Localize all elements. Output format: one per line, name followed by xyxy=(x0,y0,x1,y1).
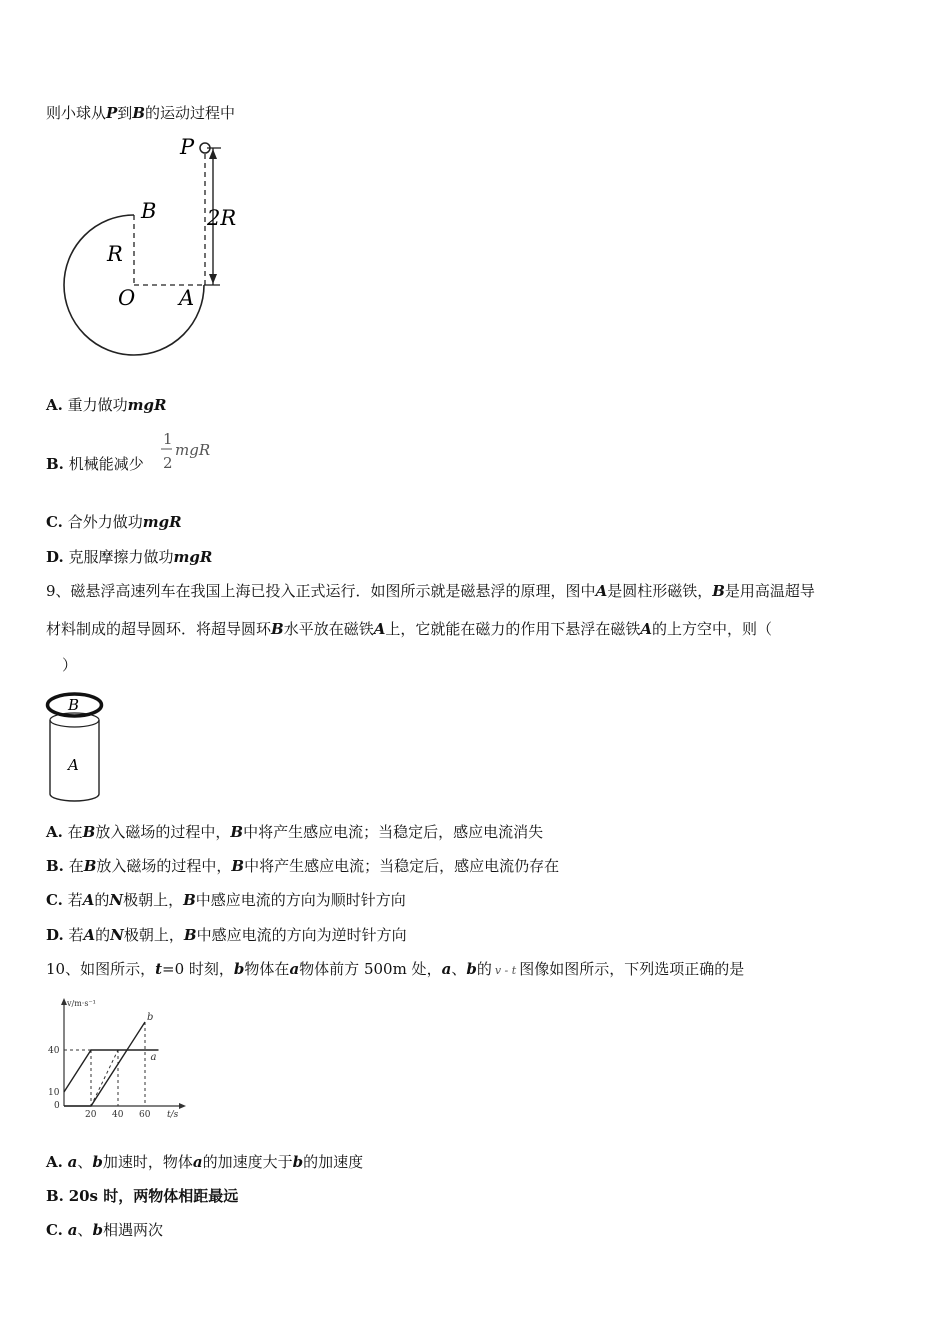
series-line-a xyxy=(64,1050,159,1092)
option-var: a xyxy=(67,1221,78,1239)
fraction-denominator: 2 xyxy=(163,454,173,472)
option-var: a xyxy=(192,1153,203,1171)
option-text: 极朝上， xyxy=(123,926,184,944)
q10-text: 物体前方 500m 处， xyxy=(299,960,442,978)
option-text: 极朝上， xyxy=(123,891,184,909)
x-tick-label-20: 20 xyxy=(85,1110,97,1120)
option-text: 在 xyxy=(68,857,84,875)
q8-track-figure xyxy=(55,132,255,367)
q10-option-a[interactable] xyxy=(46,1152,363,1172)
q9-option-c[interactable] xyxy=(46,890,406,910)
option-label: C. xyxy=(46,513,63,531)
magnet-label-a: A xyxy=(68,756,79,774)
q9-text: 是用高温超导 xyxy=(724,582,815,600)
option-var: B xyxy=(183,891,196,909)
option-label: D. xyxy=(46,926,64,944)
option-math: mgR xyxy=(173,548,213,566)
q10-var: t xyxy=(155,960,163,978)
q9-var: A xyxy=(373,620,386,638)
option-text: 中将产生感应电流；当稳定后，感应电流消失 xyxy=(243,823,544,841)
option-text: 的 xyxy=(95,926,111,944)
q10-text: 的 xyxy=(476,960,492,978)
option-text: 放入磁场的过程中， xyxy=(95,823,231,841)
option-label: B. xyxy=(46,455,64,473)
label-o: O xyxy=(118,286,136,310)
x-axis-label: t/s xyxy=(167,1110,179,1120)
option-text: 合外力做功 xyxy=(67,513,143,531)
option-math: mgR xyxy=(127,396,167,414)
q10-text: 物体在 xyxy=(244,960,290,978)
q9-option-a[interactable] xyxy=(46,822,543,842)
q9-text: 是圆柱形磁铁， xyxy=(607,582,713,600)
q10-option-b[interactable] xyxy=(46,1186,238,1206)
option-var: B xyxy=(230,823,244,841)
q10-stem xyxy=(46,959,744,981)
option-label: B. xyxy=(46,1187,64,1205)
option-text: 的加速度大于 xyxy=(202,1153,293,1171)
option-var: B xyxy=(231,857,245,875)
q8-option-d[interactable] xyxy=(46,547,212,567)
q9-text: 9、磁悬浮高速列车在我国上海已投入正式运行．如图所示就是磁悬浮的原理，图中 xyxy=(46,582,596,600)
q9-var: B xyxy=(712,582,725,600)
series-label-a: a xyxy=(150,1052,157,1063)
q9-var: B xyxy=(271,620,284,638)
q10-var: a xyxy=(289,960,300,978)
q10-text: 10、如图所示， xyxy=(46,960,156,978)
ring-label-b: B xyxy=(68,696,80,714)
q10-var: b xyxy=(233,960,245,978)
q8-option-b[interactable] xyxy=(46,454,144,474)
q10-vt-symbol: v - t xyxy=(494,964,517,977)
q8-option-b-fraction xyxy=(160,428,220,474)
option-var: B xyxy=(183,926,197,944)
y-axis-label: v/m·s⁻¹ xyxy=(67,999,96,1008)
label-p: P xyxy=(180,135,195,159)
cylinder-bottom xyxy=(50,794,99,801)
option-label: C. xyxy=(46,1221,63,1239)
option-var: B xyxy=(83,857,97,875)
option-text: 、 xyxy=(77,1221,93,1239)
option-text: 的 xyxy=(94,891,110,909)
q10-text: 图像如图所示，下列选项正确的是 xyxy=(519,960,745,978)
x-tick-label-60: 60 xyxy=(139,1110,151,1120)
option-label: A. xyxy=(46,396,63,414)
option-text: 、 xyxy=(77,1153,93,1171)
arrowhead-up xyxy=(209,149,217,159)
option-text: 机械能减少 xyxy=(68,455,144,473)
option-text: 克服摩擦力做功 xyxy=(68,548,174,566)
option-var: b xyxy=(92,1221,103,1239)
option-math: mgR xyxy=(142,513,182,531)
option-text: 重力做功 xyxy=(67,396,128,414)
y-tick-label-10: 10 xyxy=(48,1088,60,1098)
option-label: A. xyxy=(46,823,63,841)
option-var: A xyxy=(83,926,96,944)
option-var: N xyxy=(110,926,124,944)
option-text: 中感应电流的方向为逆时针方向 xyxy=(196,926,407,944)
q9-text: 水平放在磁铁 xyxy=(283,620,374,638)
q9-text: 上，它就能在磁力的作用下悬浮在磁铁 xyxy=(385,620,641,638)
q8-stem-var-b: B xyxy=(132,104,145,122)
option-text: 若 xyxy=(67,891,83,909)
option-label: D. xyxy=(46,548,64,566)
option-text: 20s 时，两物体相距最远 xyxy=(68,1187,239,1205)
series-line-b xyxy=(64,1022,145,1106)
guide-dashed-diagonal xyxy=(91,1050,118,1106)
q8-stem-text: 到 xyxy=(117,104,133,122)
q8-stem xyxy=(46,103,235,123)
y-tick-label-40: 40 xyxy=(48,1046,60,1056)
option-text: 在 xyxy=(67,823,83,841)
option-text: 若 xyxy=(68,926,84,944)
q9-option-b[interactable] xyxy=(46,856,559,876)
option-var: A xyxy=(82,891,95,909)
x-tick-label-40: 40 xyxy=(112,1110,124,1120)
q8-option-c[interactable] xyxy=(46,512,182,532)
option-var: B xyxy=(82,823,96,841)
fraction-numerator: 1 xyxy=(163,430,173,448)
option-text: 相遇两次 xyxy=(102,1221,163,1239)
option-text: 中将产生感应电流；当稳定后，感应电流仍存在 xyxy=(244,857,560,875)
q9-var: A xyxy=(640,620,653,638)
series-label-b: b xyxy=(147,1012,154,1023)
label-r: R xyxy=(107,242,123,266)
option-text: 放入磁场的过程中， xyxy=(96,857,232,875)
q9-magnet-figure xyxy=(40,688,112,808)
fraction-math: mgR xyxy=(175,441,211,459)
option-var: b xyxy=(292,1153,304,1171)
q9-stem-line2 xyxy=(46,619,772,639)
q9-option-d[interactable] xyxy=(46,925,407,945)
option-text: 的加速度 xyxy=(303,1153,364,1171)
q8-stem-var-p: P xyxy=(106,104,118,122)
q10-option-c[interactable] xyxy=(46,1220,163,1240)
q9-stem-line3: ） xyxy=(62,656,78,674)
q10-vt-chart xyxy=(40,996,190,1121)
q10-var: b xyxy=(466,960,477,978)
q9-text: 材料制成的超导圆环．将超导圆环 xyxy=(46,620,272,638)
arrowhead-down xyxy=(209,274,217,284)
label-2r: 2R xyxy=(207,206,237,230)
q9-stem-line1 xyxy=(46,581,815,601)
q9-text: 的上方空中，则（ xyxy=(652,620,773,638)
q8-stem-text: 则小球从 xyxy=(46,104,107,122)
x-axis-arrow xyxy=(179,1103,186,1109)
option-var: a xyxy=(67,1153,78,1171)
option-text: 加速时，物体 xyxy=(102,1153,193,1171)
q10-var: a xyxy=(441,960,452,978)
q8-option-a[interactable] xyxy=(46,395,167,415)
x-tick-label-0: 0 xyxy=(54,1101,60,1111)
option-var: N xyxy=(109,891,124,909)
q10-text: 、 xyxy=(451,960,467,978)
q9-var: A xyxy=(595,582,608,600)
q8-stem-text: 的运动过程中 xyxy=(145,104,236,122)
option-label: B. xyxy=(46,857,64,875)
option-label: C. xyxy=(46,891,63,909)
label-b: B xyxy=(141,199,157,223)
option-text: 中感应电流的方向为顺时针方向 xyxy=(195,891,406,909)
q10-text: =0 时刻， xyxy=(162,960,234,978)
option-label: A. xyxy=(46,1153,63,1171)
option-var: b xyxy=(92,1153,103,1171)
label-a: A xyxy=(179,286,195,310)
